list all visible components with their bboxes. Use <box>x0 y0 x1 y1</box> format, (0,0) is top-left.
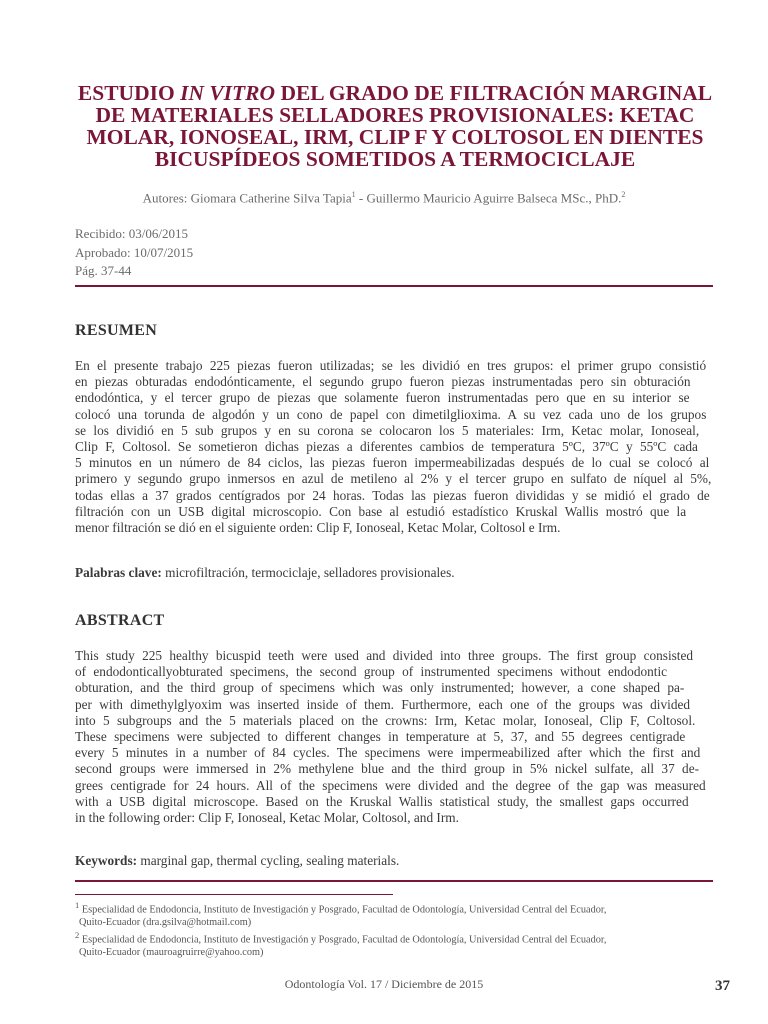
paper-title <box>70 82 720 170</box>
resumen-line: se los dividió en 5 sub grupos y en su corona se colocaron los 5 materiales: Irm, Ketac molar, Ionoseal, <box>75 422 700 438</box>
page-range: Pág. 37-44 <box>75 263 132 278</box>
authors-line <box>0 190 768 206</box>
resumen-line: todas ellas a 37 grados centígrados por 24 horas. Todas las piezas fueron divididas y se midió el grado de <box>75 487 710 503</box>
keywords-es: microfiltración, termociclaje, selladores provisionales. <box>161 565 455 580</box>
page-number: 37 <box>715 978 730 994</box>
keywords-label-es: Palabras clave: <box>75 565 162 580</box>
keywords-en: marginal gap, thermal cycling, sealing materials. <box>137 853 400 868</box>
abstract-line: obturation, and the third group of specimens which was only instrumented; however, a cone shaped pa- <box>75 680 685 696</box>
resumen-body <box>75 358 715 536</box>
abstract-line: This study 225 healthy bicuspid teeth were used and divided into three groups. The first group consisted <box>75 648 694 663</box>
title-line-2: DE MATERIALES SELLADORES PROVISIONALES: KETAC <box>95 103 695 127</box>
abstract-line: with a USB digital microscope. Based on the Kruskal Wallis statistical study, the smallest gaps occurred <box>75 793 689 809</box>
abstract-line: into 5 subgroups and the 5 materials placed on the crowns: Irm, Ketac molar, Ionoseal, Clip F, Coltosol. <box>75 712 696 728</box>
footnote-divider-short <box>75 894 393 895</box>
footnote-divider-long <box>75 880 713 882</box>
resumen-line: Clip F, Coltosol. Se sometieron dichas piezas a diferentes cambios de temperatura 5ºC, 37ºC y 55ºC cada <box>75 439 698 455</box>
footnote-1-line-2: Quito-Ecuador (dra.gsilva@hotmail.com) <box>79 916 252 928</box>
abstract-line: These specimens were subjected to different changes in temperature at 5, 37, and 55 degrees centigrade <box>75 729 686 745</box>
keywords-label-en: Keywords: <box>75 853 138 868</box>
header-divider <box>75 285 713 287</box>
footnote-2-line-1: $^2$ Especialidad de Endodoncia, Instituto de Investigación y Posgrado, Facultad de Odontología, Universidad Central del Ecuador, <box>75 930 607 946</box>
abstract-line: of endodonticallyobturated specimens, the second group of instrumented specimens without endodontic <box>75 664 668 680</box>
resumen-line: En el presente trabajo 225 piezas fueron utilizadas; se les dividió en tres grupos: el primer grupo consistió <box>75 358 707 373</box>
footnote-2-line-2: Quito-Ecuador (mauroagruirre@yahoo.com) <box>79 947 264 959</box>
abstract-body <box>75 648 715 826</box>
journal-footer: Odontología Vol. 17 / Diciembre de 2015 <box>284 977 484 991</box>
authors-prefix: Autores: Giomara Catherine Silva Tapia <box>142 190 352 206</box>
received-date: Recibido: 03/06/2015 <box>75 226 189 241</box>
resumen-line: menor filtración se dió en el siguiente orden: Clip F, Ionoseal, Ketac Molar, Coltosol e Irm. <box>75 520 561 536</box>
resumen-line: 5 minutos en un número de 84 ciclos, las piezas fueron impermeabilizadas después de lo cual se colocó al <box>75 455 710 471</box>
abstract-line: second groups were immersed in 2% methylene blue and the third group in 5% nickel sulfate, all 37 de- <box>75 761 700 777</box>
approved-date: Aprobado: 10/07/2015 <box>75 244 194 260</box>
author1-footnote-mark: 1 <box>351 190 356 199</box>
resumen-line: en piezas obturadas endodónticamente, el segundo grupo fueron piezas instrumentadas pero sin obturación <box>75 374 691 390</box>
footnote-1-line-1: $^1$ Especialidad de Endodoncia, Instituto de Investigación y Posgrado, Facultad de Odontología, Universidad Central del Ecuador, <box>75 900 607 916</box>
author2-footnote-mark: 2 <box>621 190 626 199</box>
resumen-line: colocó una torunda de algodón y un cono de papel con dimetilglioxima. A su vez cada uno de los grupos <box>75 406 707 422</box>
abstract-keywords <box>75 853 399 869</box>
resumen-heading: RESUMEN <box>75 322 158 339</box>
title-line-4: BICUSPÍDEOS SOMETIDOS A TERMOCICLAJE <box>154 147 636 171</box>
article-dates <box>75 225 193 281</box>
title-line-3: MOLAR, IONOSEAL, IRM, CLIP F Y COLTOSOL EN DIENTES <box>86 125 704 149</box>
abstract-line: grees centigrade for 24 hours. All of the specimens were divided and the degree of the gap was measured <box>75 777 706 793</box>
title-line-1: ESTUDIO IN VITRO DEL GRADO DE FILTRACIÓN MARGINAL <box>77 81 713 105</box>
abstract-heading: ABSTRACT <box>75 612 165 629</box>
resumen-line: primero y segundo grupo inmersos en azul de metileno al 2% y el tercer grupo en sulfato de níquel al 5%, <box>75 471 712 487</box>
abstract-line: per with dimethylglyoxim was inserted inside of them. Furthermore, each one of the groups was divided <box>75 696 691 712</box>
authors-middle: - Guillermo Mauricio Aguirre Balseca MSc., PhD. <box>355 190 622 206</box>
resumen-keywords <box>75 565 455 581</box>
resumen-line: endodóntica, y el tercer grupo de piezas que solamente fueron instrumentadas pero que en su interior se <box>75 390 690 406</box>
abstract-line: in the following order: Clip F, Ionoseal, Ketac Molar, Coltosol, and Irm. <box>75 810 459 826</box>
abstract-line: every 5 minutes in a number of 84 cycles. The specimens were impermeabilized after which the first and <box>75 745 701 761</box>
resumen-line: filtración con un USB digital microscopio. Con base al estudió estadístico Kruskal Wallis mostró que la <box>75 503 687 519</box>
title-italic: IN VITRO <box>180 81 276 105</box>
footnotes <box>75 899 715 960</box>
